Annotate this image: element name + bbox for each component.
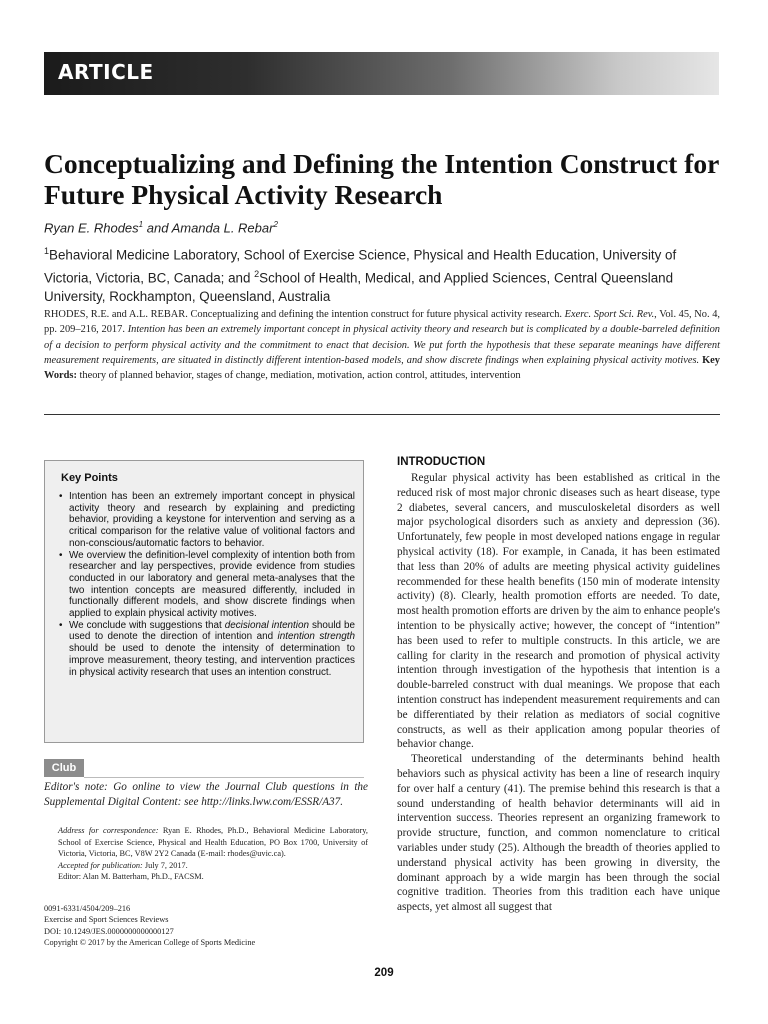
key-points-list: [55, 491, 355, 678]
key-point: [55, 550, 355, 620]
affil-sup: 2: [254, 268, 260, 279]
correspondence-line: [44, 825, 368, 860]
page-number: 209: [374, 967, 394, 979]
abstract: [44, 307, 720, 383]
affiliations: [44, 242, 724, 306]
accepted-line: [44, 860, 368, 872]
copyright: Copyright © 2017 by the American College of Sports Medicine: [44, 938, 256, 948]
affil-text-2: School of Health, Medical, and Applied Sciences, Central Queensland University, Rockhampton, Queensland, Australia: [44, 270, 674, 304]
author-rebar[interactable]: Amanda L. Rebar: [171, 220, 274, 236]
intro-paragraph: Regular physical activity has been established as critical in the reduced risk of most major chronic diseases such as heart disease, type 2 diabetes, several cancers, and musculoskeletal disorders as well major psychological disorders such as anxiety and depression (36). Unfortunately, few people in most developed nations engage in regular physical activity (18). For example, in Canada, it has been estimated that less than 20% of adults are meeting physical activity guidelines recommended for these health benefits (150 min of moderate intensity activity) (8). Clearly, health promotion efforts are needed. To date, most health promotion efforts are driven by the aim to enhance people's intention to be physically active; however, the concept of “intention” has been used to refer to multiple constructs. In this article, we are calling for clarity in the research and promotion of physical activity intention through investigation of the hypothesis that intention is a double-barreled construct with dual meanings. We propose that each intention construct has independent measurement requirements and can be differentiated by their relation as mediators of social cognitive constructs, as well as their application among popular theories of behavior change.: [397, 472, 720, 751]
article-title: Conceptualizing and Defining the Intention Construct for Future Physical Activity Research: [44, 148, 719, 210]
doi[interactable]: DOI: 10.1249/JES.0000000000000127: [44, 926, 174, 936]
bullet-icon: •: [59, 619, 63, 631]
correspondence-text: Ryan E. Rhodes, Ph.D., Behavioral Medicine Laboratory, School of Exercise Science, Physical and Health Education, PO Box 1700, University of Victoria, Victoria, BC, V8W 2Y2 Canada (E-mail: rhodes@uvic.ca).: [58, 826, 368, 859]
key-term: decisional intention: [224, 619, 309, 631]
bullet-icon: •: [59, 549, 63, 561]
intro-heading: INTRODUCTION: [397, 456, 486, 468]
key-points-box: [44, 460, 364, 743]
club-divider: [84, 777, 364, 778]
journal-name: Exercise and Sport Sciences Reviews: [44, 915, 169, 925]
key-point-text: Intention has been an extremely important concept in physical activity theory and research by explaining and predicting behavior, providing a keystone for intervention and serving as a critical comparison for the relative value of volitional factors and non-conscious/automatic factors to behavior.: [69, 491, 355, 549]
author-rhodes[interactable]: Ryan E. Rhodes: [44, 220, 139, 236]
keywords: theory of planned behavior, stages of change, mediation, motivation, action control, attitudes, intervention: [76, 370, 521, 382]
affil-text-1: Behavioral Medicine Laboratory, School of Exercise Science, Physical and Health Education, University of Victoria, Victoria, BC, Canada; and: [44, 247, 677, 286]
article-banner: [44, 52, 719, 95]
keywords-label: Key Words:: [44, 354, 720, 382]
editor-line: Editor: Alan M. Batterham, Ph.D., FACSM.: [58, 872, 204, 882]
abstract-volume: , Vol. 45, No. 4, pp. 209–216, 2017.: [44, 309, 720, 336]
author-sup: 2: [273, 220, 278, 229]
author-line: [44, 220, 278, 235]
correspondence: [44, 825, 368, 883]
abstract-journal: Exerc. Sport Sci. Rev.: [564, 309, 655, 320]
accepted-date: July 7, 2017.: [142, 860, 188, 870]
bullet-icon: •: [59, 491, 63, 502]
intro-body: [397, 471, 720, 915]
editor-note[interactable]: Editor's note: Go online to view the Journal Club questions in the Supplemental Digital Content: see http://links.lww.com/ESSR/A37.: [44, 781, 368, 808]
article-label: ARTICLE: [58, 60, 154, 84]
affil-sup: 1: [44, 246, 50, 256]
correspondence-label: Address for correspondence:: [58, 826, 159, 835]
key-point-text: should be used to denote the direction of intention and: [69, 619, 356, 643]
key-point: [55, 491, 355, 550]
section-divider: [44, 414, 720, 415]
key-point: [55, 620, 355, 679]
abstract-citation: RHODES, R.E. and A.L. REBAR. Conceptualizing and defining the intention construct for future physical activity research.: [44, 309, 565, 320]
author-sup: 1: [138, 220, 144, 229]
issn: 0091-6331/4504/209–216: [44, 904, 131, 913]
key-points-title: Key Points: [61, 472, 118, 484]
publication-meta: [44, 903, 368, 949]
intro-paragraph: Theoretical understanding of the determinants behind health behaviors such as physical activity has been a line of research inquiry for over half a century (41). The premise behind this research is that a sound understanding of health behavior determinants will aid in intervention success. Theories represent an organizing framework to provide structure, function, and common nomenclature to critical variables under study (25). Although the breadth of theories applied to understand physical activity has been growing in diversity, the dominant approach by a wide margin has been through the social cognitive tradition. Theories from this tradition each have unique aspects, yet almost all suggest that: [397, 753, 720, 914]
key-point-text: should be used to denote the intensity of determination to improve measurement, theory testing, and intervention practices in physical activity research that uses an intention construct.: [69, 643, 355, 678]
author-conjunction: and: [143, 220, 172, 236]
accepted-label: Accepted for publication:: [58, 860, 143, 870]
abstract-body: Intention has been an extremely important concept in physical activity theory and research but is complicated by a double-barreled definition of a decision to perform physical activity and the commitment to enact that decision. We put forth the hypothesis that these separate meanings have different measurement requirements, are situated in distinctly different intention-based models, and show discrete findings when explaining physical activity motives.: [44, 324, 721, 366]
key-term: intention strength: [277, 631, 355, 643]
journal-club-badge: Club: [44, 759, 84, 777]
key-point-text: We conclude with suggestions that: [69, 619, 225, 631]
key-point-text: We overview the definition-level complexity of intention both from researcher and lay perspectives, provide evidence from studies conducted in our laboratory and general meta-analyses that the two intention concepts are measured differently, included in functionally different models, and show discrete findings when applied to explain physical activity motives.: [69, 549, 355, 620]
